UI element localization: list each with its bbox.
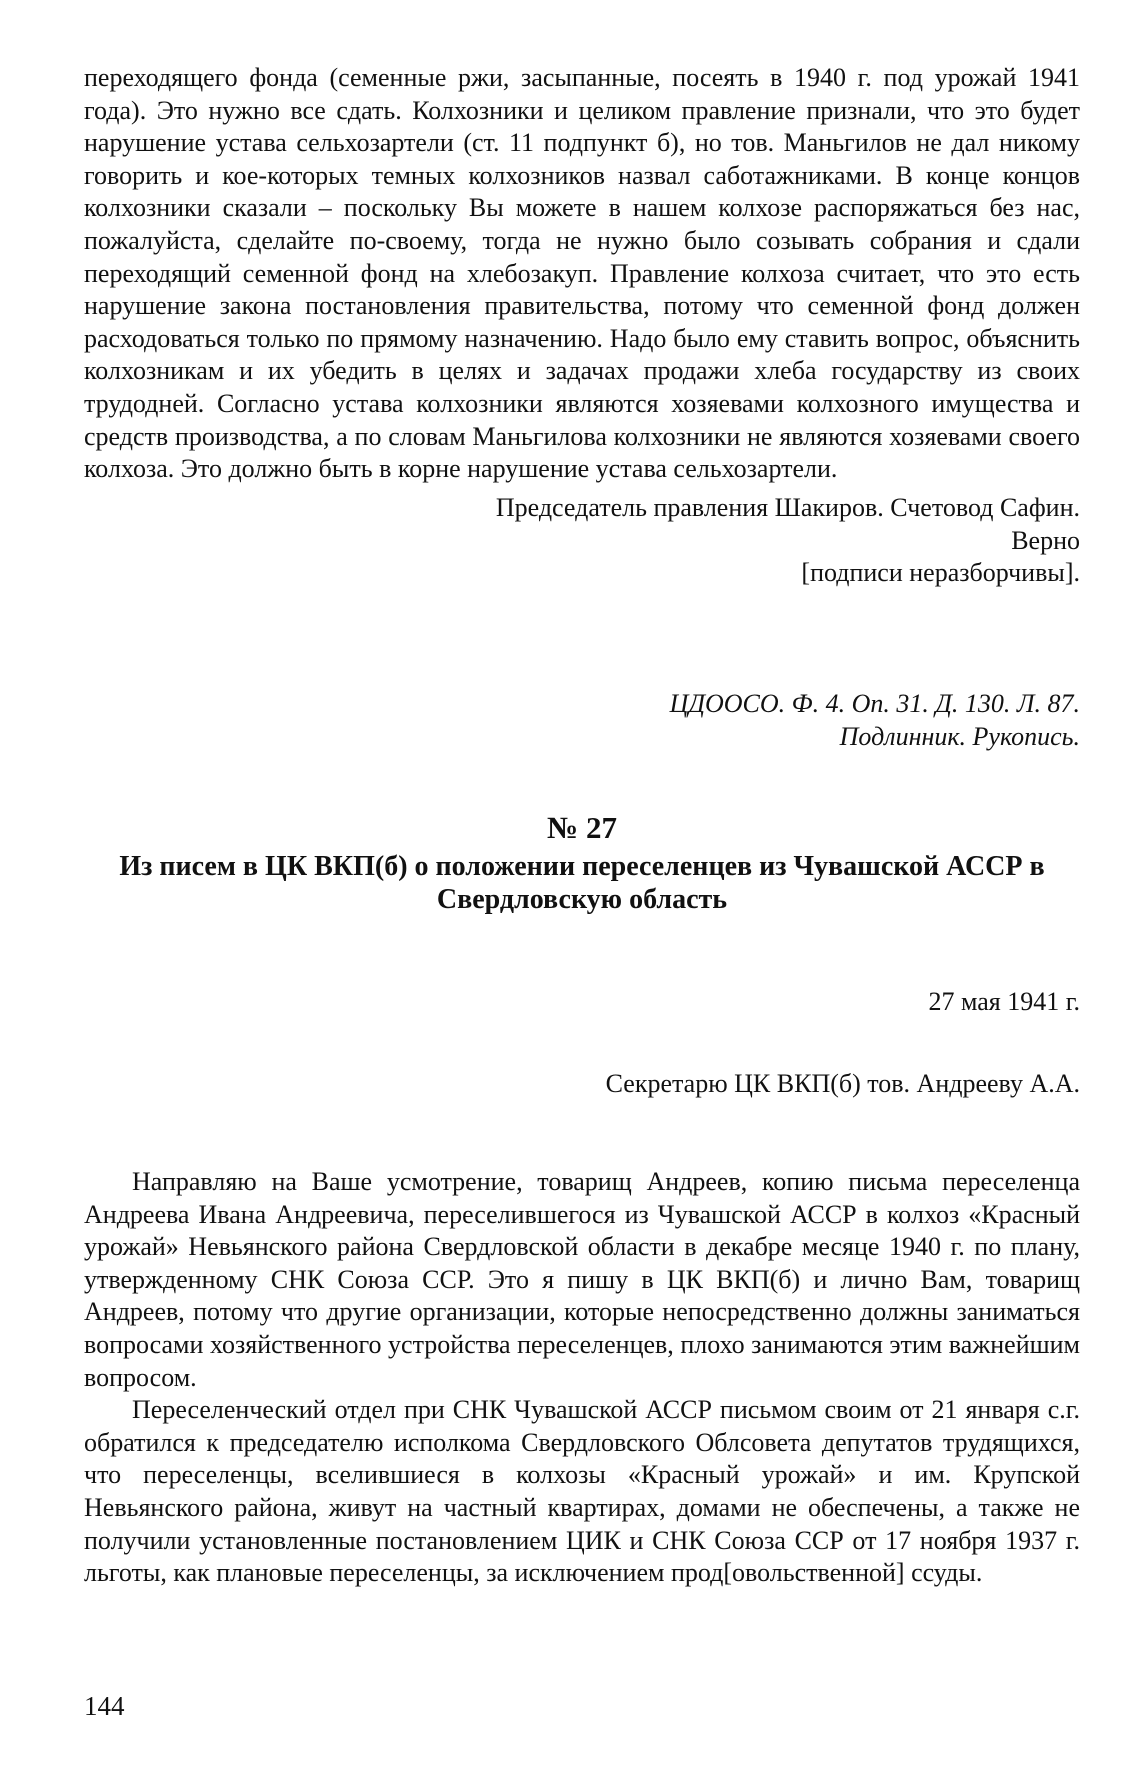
body-paragraph: Направляю на Ваше усмотрение, товарищ Андреев, копию письма переселенца Андреева Ивана Андреевича, переселившегося из Чувашской АССР в колхоз «Красный урожай» Невьянского района Свердловской области в декабре месяце 1940 г. по плану, утвержденному СНК Союза ССР. Это я пишу в ЦК ВКП(б) и лично Вам, товарищ Андреев, потому что другие организации, которые непосредственно должны заниматься вопросами хозяйственного устройства переселенцев, плохо занимаются этим важнейшим вопросом. [84, 1167, 1080, 1392]
letter-body [84, 1166, 1080, 1590]
page-number: 144 [84, 1691, 125, 1721]
document-addressee: Секретарю ЦК ВКП(б) тов. Андрееву А.А. [605, 1069, 1080, 1098]
signature-line-illegible: [подписи неразборчивы]. [801, 558, 1080, 588]
document-title-line-1: Из писем в ЦК ВКП(б) о положении переселенцев из Чувашской АССР в [119, 851, 1045, 882]
body-paragraph: Переселенческий отдел при СНК Чувашской АССР письмом своим от 21 января с.г. обратился к председателю исполкома Свердловского Облсовета депутатов трудящихся, что переселенцы, вселившиеся в колхозы «Красный урожай» и им. Крупской Невьянского района, живут на частный квартирах, домами не обеспечены, а также не получили установленные постановлением ЦИК и СНК Союза ССР от 17 ноября 1937 г. льготы, как плановые переселенцы, за исключением прод[овольственной] ссуды. [84, 1395, 1080, 1588]
document-number: № 27 [547, 810, 617, 845]
archive-reference-line: ЦДООСО. Ф. 4. Оп. 31. Д. 130. Л. 87. [669, 689, 1080, 718]
archive-reference-type: Подлинник. Рукопись. [839, 721, 1080, 751]
document-title-line-2: Свердловскую область [436, 884, 728, 915]
document-date: 27 мая 1941 г. [928, 987, 1080, 1016]
document-title [84, 850, 1080, 916]
continued-paragraph: переходящего фонда (семенные ржи, засыпанные, посеять в 1940 г. под урожай 1941 года). Это нужно все сдать. Колхозники и целиком правление признали, что это будет нарушение устава сельхозартели (ст. 11 подпункт б), но тов. Маньгилов не дал никому говорить и кое-которых темных колхозников назвал саботажниками. В конце концов колхозники сказали – поскольку Вы можете в нашем колхозе распоряжаться без нас, пожалуйста, сделайте по-своему, тогда не нужно было созывать собрания и сдали переходящий семенной фонд на хлебозакуп. Правление колхоза считает, что это есть нарушение закона постановления правительства, потому что семенной фонд должен расходоваться только по прямому назначению. Надо было ему ставить вопрос, объяснить колхозникам и их убедить в целях и задачах продажи хлеба государству из своих трудодней. Согласно устава колхозники являются хозяевами колхозного имущества и средств производства, а по словам Маньгилова колхозники не являются хозяевами своего колхоза. Это должно быть в корне нарушение устава сельхозартели. [84, 63, 1080, 484]
signature-line-verified: Верно [1011, 525, 1080, 555]
signature-block [84, 492, 1080, 590]
archive-reference [84, 688, 1080, 753]
signature-line-chairman: Председатель правления Шакиров. Счетовод Сафин. [495, 493, 1080, 522]
